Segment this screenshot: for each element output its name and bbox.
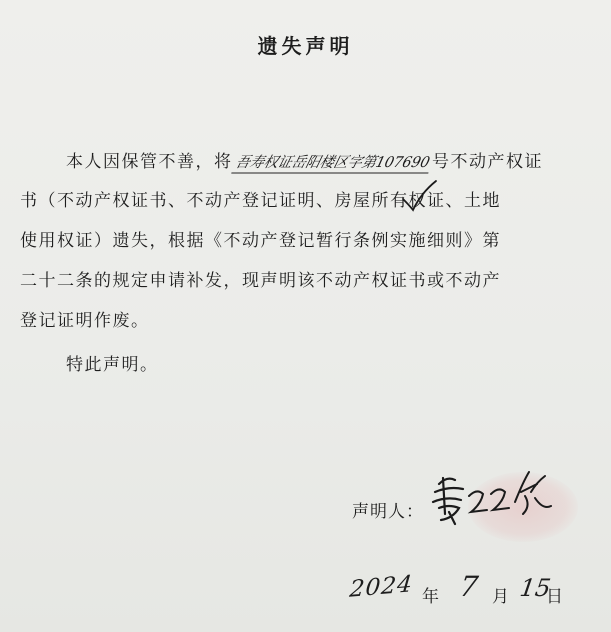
line1-after: 号不动产权证 <box>431 152 543 172</box>
date-month: 7 <box>457 570 481 603</box>
date-year: 2024 <box>348 571 415 603</box>
body-line-3: 使用权证）遗失，根据《不动产登记暂行条例实施细则》第 <box>20 231 501 251</box>
line2-after: 证、土地 <box>427 191 501 211</box>
date-day-char: 日 <box>546 587 563 607</box>
closing-statement: 特此声明。 <box>66 355 159 375</box>
body-line-4: 二十二条的规定申请补发，现声明该不动产权证书或不动产 <box>20 271 501 291</box>
signature-drawing <box>425 462 555 532</box>
date-year-char: 年 <box>422 587 439 607</box>
date-month-char: 月 <box>492 587 509 607</box>
body-line-1 <box>66 147 543 173</box>
signing-date <box>350 568 590 618</box>
line1-before: 本人因保管不善，将 <box>66 152 233 172</box>
body-line-2 <box>20 186 501 211</box>
body-line-5: 登记证明作废。 <box>20 311 150 331</box>
declarant-label: 声明人： <box>352 502 424 522</box>
document-title: 遗失声明 <box>257 34 354 58</box>
checked-option <box>409 191 428 211</box>
line2-checked-text: 权 <box>408 191 427 211</box>
line2-before: 书（不动产权证书、不动产登记证明、房屋所有 <box>20 191 409 211</box>
date-day: 15 <box>518 574 553 602</box>
handwritten-certificate-number: 吾寿权证岳阳楼区字第107690 <box>231 151 434 173</box>
handwritten-signature <box>425 462 555 532</box>
